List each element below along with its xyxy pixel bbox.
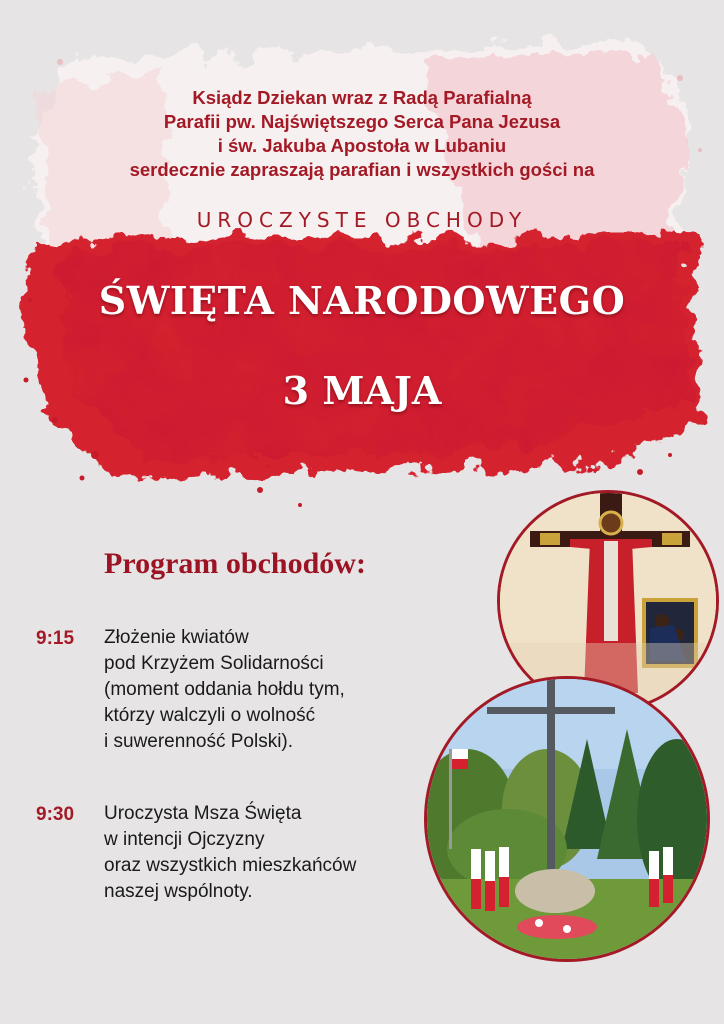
event-title: ŚWIĘTA NARODOWEGO (98, 278, 626, 323)
program-heading: Program obchodów: (104, 547, 366, 580)
invitation-text (60, 86, 664, 182)
event-description-line: Złożenie kwiatów (104, 627, 249, 648)
event-subtitle: UROCZYSTE OBCHODY (196, 208, 528, 232)
event-description-line: którzy walczyli o wolność (104, 705, 316, 726)
event-time: 9:15 (36, 628, 75, 649)
event-time: 9:30 (36, 804, 75, 825)
event-date: 3 MAJA (282, 368, 442, 413)
event-description-line: naszej wspólnoty. (104, 881, 253, 902)
event-description (104, 801, 356, 905)
event-description-line: pod Krzyżem Solidarności (104, 653, 324, 674)
invitation-line: serdecznie zapraszają parafian i wszystkich gości na (129, 159, 595, 180)
event-description-line: (moment oddania hołdu tym, (104, 679, 345, 700)
monument-photo (424, 676, 710, 962)
crucifix-photo (497, 490, 719, 712)
event-description-line: Uroczysta Msza Święta (104, 803, 302, 824)
event-description (104, 625, 345, 755)
event-description-line: w intencji Ojczyzny (104, 829, 265, 850)
invitation-line: Parafii pw. Najświętszego Serca Pana Jezusa (163, 111, 561, 132)
event-description-line: oraz wszystkich mieszkańców (104, 855, 357, 876)
event-description-line: i suwerenność Polski). (104, 731, 294, 752)
invitation-line: Ksiądz Dziekan wraz z Radą Parafialną (192, 87, 532, 108)
invitation-line: i św. Jakuba Apostoła w Lubaniu (217, 135, 507, 156)
